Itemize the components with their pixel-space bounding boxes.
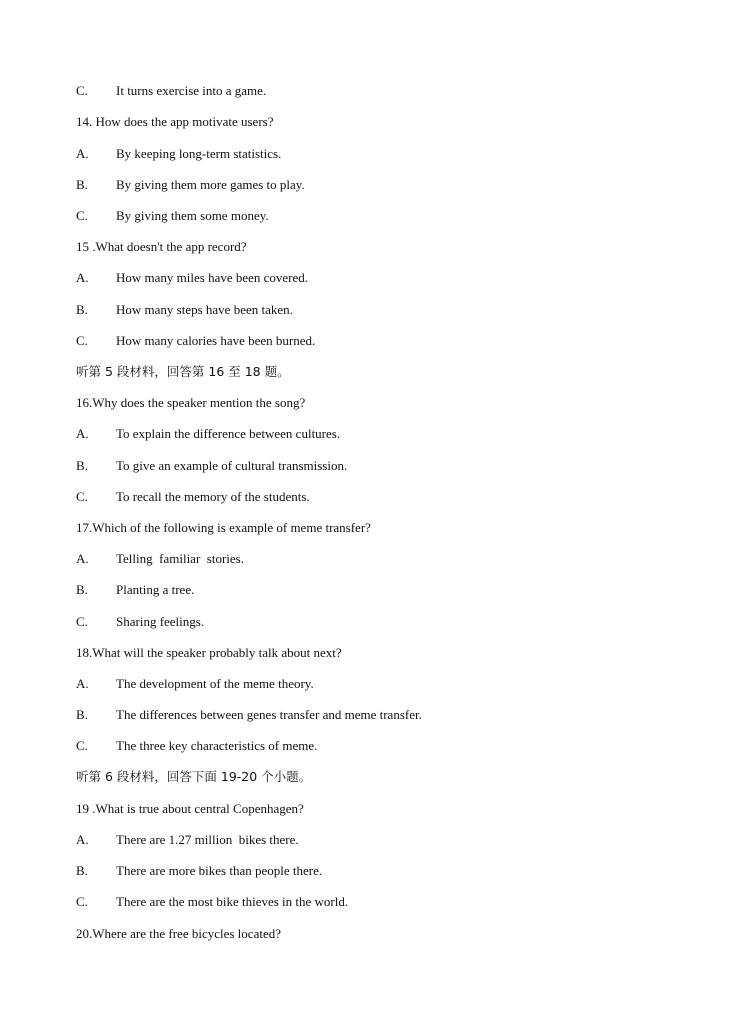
option-text: There are 1.27 million bikes there. [116, 832, 299, 847]
option-text: How many steps have been taken. [116, 302, 293, 317]
option-line [76, 331, 315, 351]
question-text: 16.Why does the speaker mention the song? [76, 395, 306, 410]
option-letter: C. [76, 208, 88, 223]
option-letter: B. [76, 582, 88, 597]
option-letter: C. [76, 738, 88, 753]
option-text: To recall the memory of the students. [116, 489, 310, 504]
section-heading [76, 362, 290, 382]
section-heading [76, 767, 311, 787]
option-letter: A. [76, 270, 89, 285]
option-line [76, 580, 194, 600]
option-line [76, 705, 422, 725]
option-line [76, 674, 314, 694]
question-line [76, 393, 305, 413]
option-line [76, 549, 244, 569]
option-line [76, 206, 269, 226]
option-letter: B. [76, 707, 88, 722]
option-letter: A. [76, 426, 89, 441]
question-line [76, 112, 273, 132]
option-letter: A. [76, 551, 89, 566]
question-text: 19 .What is true about central Copenhagen? [76, 801, 304, 816]
option-text: By giving them some money. [116, 208, 269, 223]
option-text: There are the most bike thieves in the world. [116, 894, 349, 909]
option-letter: A. [76, 676, 89, 691]
option-letter: C. [76, 894, 88, 909]
option-text: How many calories have been burned. [116, 333, 316, 348]
option-text: Planting a tree. [116, 582, 195, 597]
option-line [76, 892, 348, 912]
option-letter: A. [76, 146, 89, 161]
option-letter: A. [76, 832, 89, 847]
option-text: By keeping long-term statistics. [116, 146, 282, 161]
option-line [76, 861, 322, 881]
question-text: 14. How does the app motivate users? [76, 114, 274, 129]
option-text: Sharing feelings. [116, 614, 205, 629]
option-line [76, 81, 266, 101]
section-heading-text: 听第 6 段材料，回答下面 19-20 个小题。 [76, 769, 312, 784]
option-line [76, 736, 317, 756]
option-line [76, 175, 305, 195]
option-letter: C. [76, 83, 88, 98]
option-letter: B. [76, 177, 88, 192]
question-text: 17.Which of the following is example of meme transfer? [76, 520, 371, 535]
option-line [76, 424, 340, 444]
question-line [76, 518, 371, 538]
option-text: The development of the meme theory. [116, 676, 314, 691]
option-text: By giving them more games to play. [116, 177, 305, 192]
option-text: The differences between genes transfer and meme transfer. [116, 707, 422, 722]
question-text: 18.What will the speaker probably talk about next? [76, 645, 342, 660]
question-text: 20.Where are the free bicycles located? [76, 926, 281, 941]
option-letter: C. [76, 489, 88, 504]
option-text: It turns exercise into a game. [116, 83, 267, 98]
option-line [76, 487, 310, 507]
option-letter: C. [76, 333, 88, 348]
question-line [76, 237, 247, 257]
option-line [76, 300, 293, 320]
question-text: 15 .What doesn't the app record? [76, 239, 247, 254]
option-letter: B. [76, 302, 88, 317]
option-line [76, 612, 204, 632]
option-line [76, 830, 299, 850]
question-line [76, 924, 281, 944]
option-line [76, 456, 347, 476]
option-text: The three key characteristics of meme. [116, 738, 318, 753]
section-heading-text: 听第 5 段材料，回答第 16 至 18 题。 [76, 364, 290, 379]
option-letter: C. [76, 614, 88, 629]
option-text: To explain the difference between cultures. [116, 426, 341, 441]
option-line [76, 268, 308, 288]
question-line [76, 799, 304, 819]
option-line [76, 144, 281, 164]
option-letter: B. [76, 458, 88, 473]
option-text: To give an example of cultural transmission. [116, 458, 348, 473]
question-line [76, 643, 342, 663]
option-text: How many miles have been covered. [116, 270, 309, 285]
option-text: There are more bikes than people there. [116, 863, 323, 878]
option-text: Telling familiar stories. [116, 551, 244, 566]
option-letter: B. [76, 863, 88, 878]
